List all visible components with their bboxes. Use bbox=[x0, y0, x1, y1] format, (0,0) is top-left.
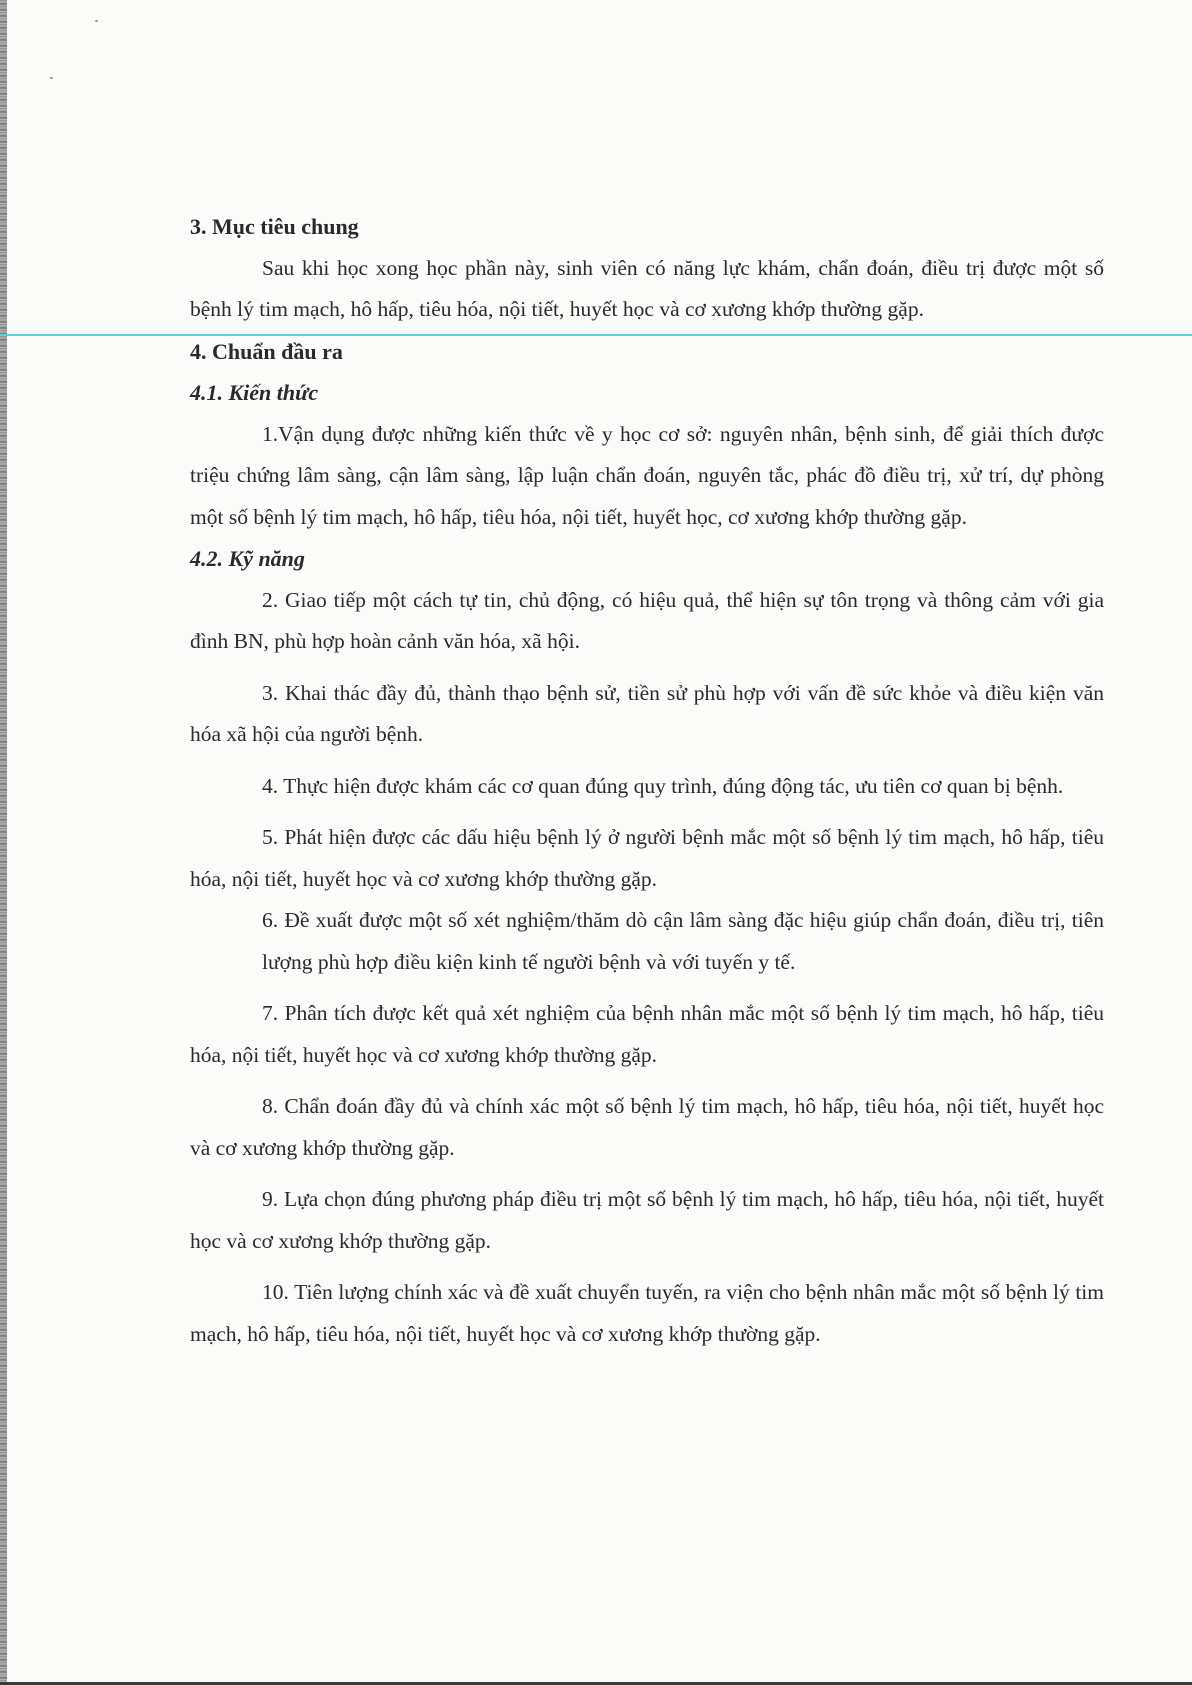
general-objective-text: Sau khi học xong học phần này, sinh viên có năng lực khám, chẩn đoán, điều trị được một số bệnh lý tim mạch, hô hấp, tiêu hóa, nội tiết, huyết học và cơ xương khớp thường gặp. bbox=[190, 255, 1104, 321]
scan-speck bbox=[50, 77, 53, 79]
outcome-item-5: 5. Phát hiện được các dấu hiệu bệnh lý ở người bệnh mắc một số bệnh lý tim mạch, hô hấp, tiêu hóa, nội tiết, huyết học và cơ xương khớp thường gặp. bbox=[190, 825, 1104, 891]
subheading-skills: 4.2. Kỹ năng bbox=[190, 546, 305, 571]
section-heading-general-objective: 3. Mục tiêu chung bbox=[190, 214, 359, 239]
outcome-item-8: 8. Chẩn đoán đầy đủ và chính xác một số bệnh lý tim mạch, hô hấp, tiêu hóa, nội tiết, huyết học và cơ xương khớp thường gặp. bbox=[190, 1094, 1104, 1160]
outcome-item-3: 3. Khai thác đầy đủ, thành thạo bệnh sử, tiền sử phù hợp với vấn đề sức khỏe và điều kiện văn hóa xã hội của người bệnh. bbox=[190, 680, 1104, 746]
subheading-knowledge: 4.1. Kiến thức bbox=[190, 380, 319, 405]
outcome-item-10: 10. Tiên lượng chính xác và đề xuất chuyển tuyến, ra viện cho bệnh nhân mắc một số bệnh lý tim mạch, hô hấp, tiêu hóa, nội tiết, huyết học và cơ xương khớp thường gặp. bbox=[190, 1280, 1104, 1346]
section-heading-learning-outcomes: 4. Chuẩn đầu ra bbox=[190, 338, 343, 364]
scan-speck bbox=[95, 20, 98, 22]
outcome-item-6: 6. Đề xuất được một số xét nghiệm/thăm dò cận lâm sàng đặc hiệu giúp chẩn đoán, điều trị, tiên lượng phù hợp điều kiện kinh tế người bệnh và với tuyến y tế. bbox=[262, 908, 1104, 974]
document-body bbox=[190, 206, 1104, 1355]
outcome-item-2: 2. Giao tiếp một cách tự tin, chủ động, có hiệu quả, thể hiện sự tôn trọng và thông cảm với gia đình BN, phù hợp hoàn cảnh văn hóa, xã hội. bbox=[190, 587, 1104, 653]
outcome-item-1: 1.Vận dụng được những kiến thức về y học cơ sở: nguyên nhân, bệnh sinh, để giải thích được triệu chứng lâm sàng, cận lâm sàng, lập luận chẩn đoán, nguyên tắc, phác đồ điều trị, xử trí, dự phòng một số bệnh lý tim mạch, hô hấp, tiêu hóa, nội tiết, huyết học, cơ xương khớp thường gặp. bbox=[190, 421, 1104, 529]
outcome-item-7: 7. Phân tích được kết quả xét nghiệm của bệnh nhân mắc một số bệnh lý tim mạch, hô hấp, tiêu hóa, nội tiết, huyết học và cơ xương khớp thường gặp. bbox=[190, 1001, 1104, 1067]
scan-edge bbox=[0, 0, 7, 1685]
outcome-item-9: 9. Lựa chọn đúng phương pháp điều trị một số bệnh lý tim mạch, hô hấp, tiêu hóa, nội tiết, huyết học và cơ xương khớp thường gặp. bbox=[190, 1187, 1104, 1253]
outcome-item-4: 4. Thực hiện được khám các cơ quan đúng quy trình, đúng động tác, ưu tiên cơ quan bị bệnh. bbox=[262, 773, 1064, 798]
